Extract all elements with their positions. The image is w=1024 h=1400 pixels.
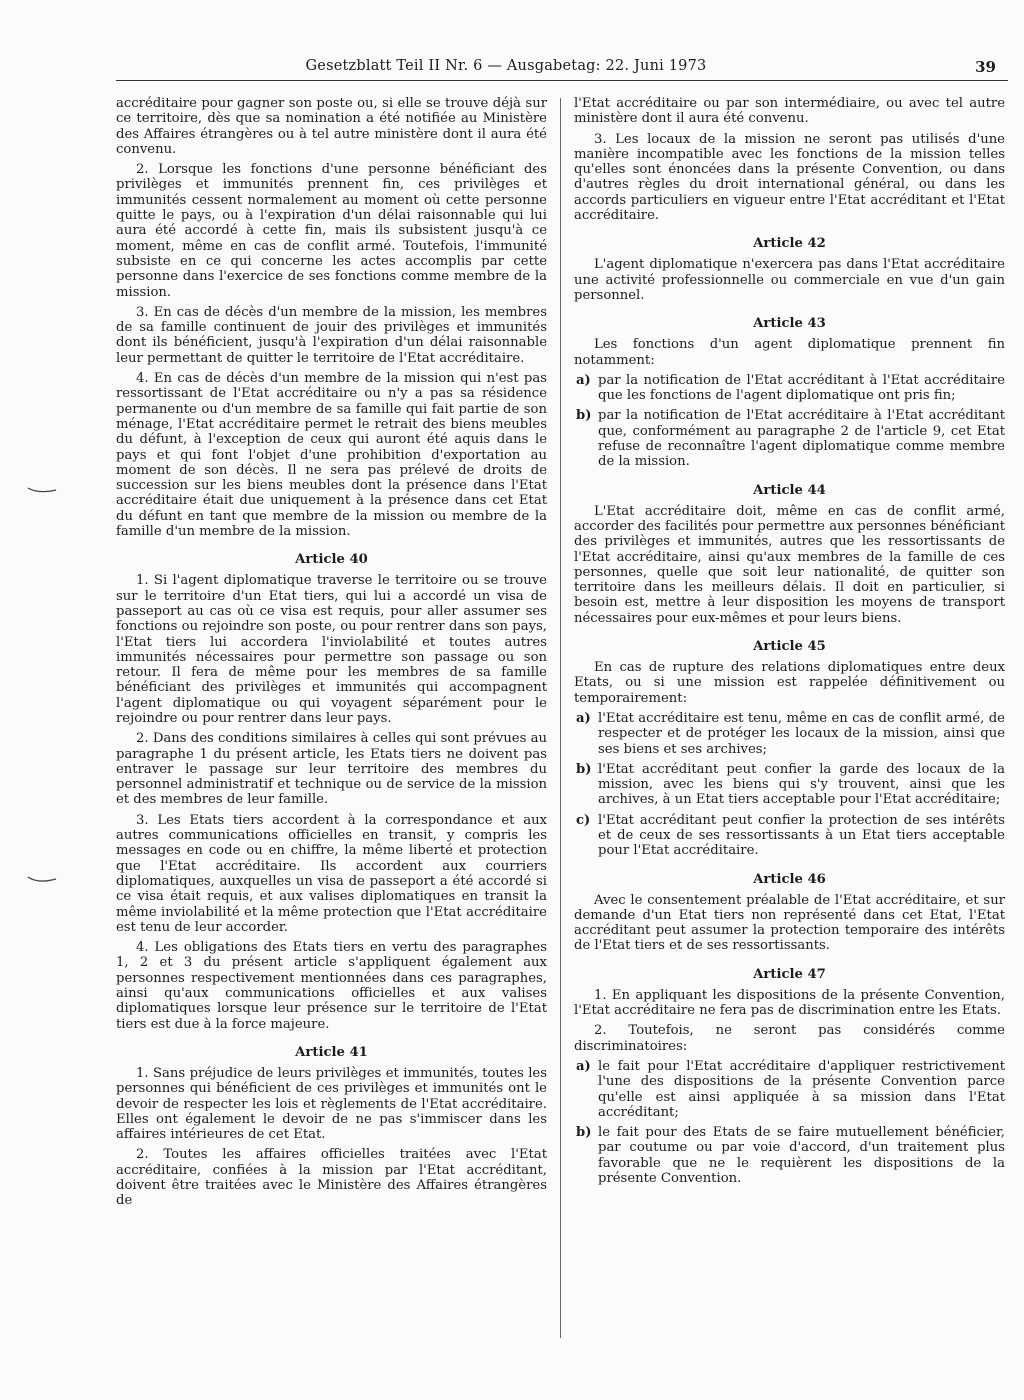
list-item-text: le fait pour l'Etat accréditaire d'appliquer restrictivement l'une des dispositions de la présente Convention parce qu'elle est ainsi appliquée à sa mission dans l'Etat accréditant; [598,1058,1005,1120]
margin-pencil-mark [26,874,60,886]
paragraph: L'Etat accréditaire doit, même en cas de conflit armé, accorder des facilités pour permettre aux personnes bénéficiant des privilèges et immunités, autres que les ressortissants de l'Etat accréditaire, ainsi qu'aux membres de la famille de ces personnes, quelle que soit leur nationalité, de quitter son territoire dans les meilleurs délais. Il doit en particulier, si besoin est, mettre à leur disposition les moyens de transport nécessaires pour eux-mêmes et pour leurs biens. [574,503,1005,626]
header-title: Gesetzblatt Teil II Nr. 6 — Ausgabetag: 22. Juni 1973 [305,58,707,74]
paragraph: 2. Toutefois, ne seront pas considérés comme discriminatoires: [574,1023,1005,1054]
paragraph: 4. En cas de décès d'un membre de la mission qui n'est pas ressortissant de l'Etat accréditaire ou n'y a pas sa résidence permanente ou d'un membre de sa famille qui fait partie de son ménage, l'Etat accréditaire permet le retrait des biens meubles du défunt, à l'exception de ceux qui auront été aquis dans le pays et qui font l'objet d'une prohibition d'exportation au moment de son décès. Il ne sera pas prélevé de droits de succession sur les biens meubles dont la présence dans l'Etat accréditaire était due uniquement à la présence dans cet Etat du défunt en tant que membre de la mission ou membre de la famille d'un membre de la mission. [116,371,547,540]
list-item [574,1059,1005,1120]
list-marker: a) [576,710,591,726]
list-marker: b) [576,761,592,777]
paragraph: 1. En appliquant les dispositions de la présente Convention, l'Etat accréditaire ne fera pas de discrimination entre les Etats. [574,987,1005,1019]
article-heading: Article 46 [753,871,826,887]
list-marker: b) [576,1125,592,1141]
article-heading: Article 47 [753,966,826,982]
article-heading: Article 45 [753,639,826,655]
paragraph: 3. Les Etats tiers accordent à la correspondance et aux autres communications officielles en transit, y compris les messages en code ou en chiffre, la même liberté et protection que l'Etat accréditaire. Ils accordent aux courriers diplomatiques, auxquelles un visa de passeport a été accordé si ce visa était requis, et aux valises diplomatiques en transit la même inviolabilité et la même protection que l'Etat accréditaire est tenu de leur accorder. [116,812,547,935]
list-marker: c) [576,812,591,828]
paragraph: accréditaire pour gagner son poste ou, si elle se trouve déjà sur ce territoire, dès que sa nomination a été notifiée au Ministère des Affaires étrangères ou à tel autre ministère dont il aura été convenu. [116,96,547,157]
page-header [116,58,1012,82]
list-item-text: l'Etat accréditaire est tenu, même en cas de conflit armé, de respecter et de protéger les locaux de la mission, ainsi que ses biens et ses archives; [598,710,1005,757]
header-rule [116,80,1008,81]
left-column [116,96,547,1346]
list-item-text: l'Etat accréditant peut confier la garde des locaux de la mission, avec les biens qui s'y trouvent, ainsi que les archives, à un Etat tiers acceptable pour l'Etat accréditaire; [598,761,1005,808]
paragraph: l'Etat accréditaire ou par son intermédiaire, ou avec tel autre ministère dont il aura été convenu. [574,96,1005,127]
article-heading: Article 43 [753,316,826,332]
list-item [574,373,1005,404]
list-item [574,813,1005,859]
list-item-text: l'Etat accréditant peut confier la protection de ses intérêts et de ceux de ses ressortissants à un Etat tiers acceptable pour l'Etat accréditaire. [598,812,1005,859]
paragraph: 4. Les obligations des Etats tiers en vertu des paragraphes 1, 2 et 3 du présent article s'appliquent également aux personnes respectivement mentionnées dans ces paragraphes, ainsi qu'aux communications officielles et aux valises diplomatiques lorsque leur présence sur le territoire de l'Etat tiers est due à la force majeure. [116,940,547,1032]
article-heading: Article 41 [295,1044,368,1060]
paragraph: En cas de rupture des relations diplomatiques entre deux Etats, ou si une mission est rappelée définitivement ou temporairement: [574,660,1005,706]
list-item [574,711,1005,757]
list-item [574,1125,1005,1186]
paragraph: 3. Les locaux de la mission ne seront pas utilisés d'une manière incompatible avec les fonctions de la mission telles qu'elles sont énoncées dans la présente Convention, ou dans d'autres règles du droit international général, ou dans les accords particuliers en vigueur entre l'Etat accréditant et l'Etat accréditaire. [574,131,1005,224]
paragraph: Les fonctions d'un agent diplomatique prennent fin notamment: [574,337,1005,368]
paragraph: L'agent diplomatique n'exercera pas dans l'Etat accréditaire une activité professionnelle ou commerciale en vue d'un gain personnel. [574,257,1005,303]
page-number: 39 [975,58,996,76]
paragraph: 2. Toutes les affaires officielles traitées avec l'Etat accréditaire, confiées à la mission par l'Etat accréditant, doivent être traitées avec le Ministère des Affaires étrangères de [116,1147,547,1209]
paragraph: 1. Sans préjudice de leurs privilèges et immunités, toutes les personnes qui bénéficient de ces privilèges et immunités ont le devoir de respecter les lois et règlements de l'Etat accréditaire. Elles ont également le devoir de ne pas s'immiscer dans les affaires intérieures de cet Etat. [116,1065,547,1143]
paragraph: Avec le consentement préalable de l'Etat accréditaire, et sur demande d'un Etat tiers non représenté dans cet Etat, l'Etat accréditant peut assumer la protection temporaire des intérêts de l'Etat tiers et de ses ressortissants. [574,892,1005,954]
list-item [574,762,1005,808]
right-column [574,96,1005,1346]
column-divider [560,98,561,1338]
article-heading: Article 42 [753,236,826,252]
margin-pencil-mark [26,484,60,496]
paragraph: 2. Lorsque les fonctions d'une personne bénéficiant des privilèges et immunités prennent fin, ces privilèges et immunités cessent normalement au moment où cette personne quitte le pays, ou à l'expiration d'un délai raisonnable qui lui aura été accordé à cette fin, mais ils subsistent jusqu'à ce moment, même en cas de conflit armé. Toutefois, l'immunité subsiste en ce qui concerne les actes accomplis par cette personne dans l'exercice de ses fonctions comme membre de la mission. [116,162,547,300]
list-item-text: par la notification de l'Etat accréditant à l'Etat accréditaire que les fonctions de l'agent diplomatique ont pris fin; [598,372,1005,404]
article-heading: Article 40 [295,552,368,568]
paragraph: 2. Dans des conditions similaires à celles qui sont prévues au paragraphe 1 du présent article, les Etats tiers ne doivent pas entraver le passage sur leur territoire des membres du personnel administratif et technique ou de service de la mission et des membres de leur famille. [116,731,547,808]
list-item [574,408,1005,469]
list-marker: a) [576,372,591,388]
paragraph: 3. En cas de décès d'un membre de la mission, les membres de sa famille continuent de jouir des privilèges et immunités dont ils bénéficient, jusqu'à l'expiration d'un délai raisonnable leur permettant de quitter le territoire de l'Etat accréditaire. [116,304,547,366]
list-marker: a) [576,1058,591,1074]
paragraph: 1. Si l'agent diplomatique traverse le territoire ou se trouve sur le territoire d'un Etat tiers, qui lui a accordé un visa de passeport au cas où ce visa est requis, pour aller assumer ses fonctions ou rejoindre son poste, ou pour rentrer dans son pays, l'Etat tiers lui accordera l'inviolabilité et toutes autres immunités nécessaires pour permettre son passage ou son retour. Il fera de même pour les membres de sa famille bénéficiant des privilèges et immunités qui accompagnent l'agent diplomatique ou qui voyagent séparément pour le rejoindre ou pour rentrer dans leur pays. [116,573,547,726]
list-marker: b) [576,408,592,424]
list-item-text: par la notification de l'Etat accréditaire à l'Etat accréditant que, conformément au paragraphe 2 de l'article 9, cet Etat refuse de reconnaître l'agent diplomatique comme membre de la mission. [598,408,1005,470]
article-heading: Article 44 [753,482,826,498]
list-item-text: le fait pour des Etats de se faire mutuellement bénéficier, par coutume ou par voie d'accord, d'un traitement plus favorable que ne le requièrent les dispositions de la présente Convention. [598,1125,1005,1187]
